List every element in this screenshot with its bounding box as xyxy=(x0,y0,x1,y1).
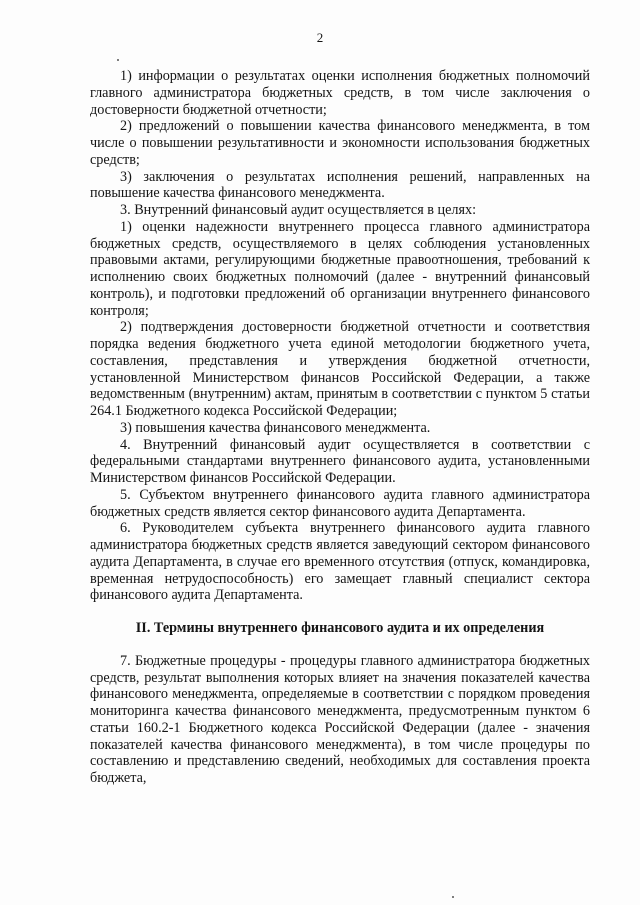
paragraph: 1) оценки надежности внутреннего процесса главного администратора бюджетных средств, осуществляемого в целях соблюдения установленных правовыми актами, регулирующими бюджетные правоотношения, требований к исполнению своих бюджетных полномочий (далее - внутренний финансовый контроль), и подготовки предложений об организации внутреннего финансового контроля; xyxy=(90,218,590,319)
paragraph: 2) предложений о повышении качества финансового менеджмента, в том числе о повышении результативности и экономности использования бюджетных средств; xyxy=(90,118,590,168)
section-heading: II. Термины внутреннего финансового аудита и их определения xyxy=(135,620,545,636)
page-number: 2 xyxy=(316,30,324,45)
paragraph: 7. Бюджетные процедуры - процедуры главного администратора бюджетных средств, результат выполнения которых влияет на значения показателей качества финансового менеджмента, определяемые в соответствии с порядком проведения мониторинга качества финансового менеджмента, предусмотренным пунктом 6 статьи 160.2-1 Бюджетного кодекса Российской Федерации (далее - значения показателей качества финансового менеджмента), в том числе процедуры по составлению и представлению сведений, необходимых для составления проекта бюджета, xyxy=(90,652,590,786)
paragraph: 1) информации о результатах оценки исполнения бюджетных полномочий главного администратора бюджетных средств, в том числе заключения о достоверности бюджетной отчетности; xyxy=(90,68,590,118)
paragraph: 4. Внутренний финансовый аудит осуществляется в соответствии с федеральными стандартами внутреннего финансового аудита, установленными Министерством финансов Российской Федерации. xyxy=(90,436,590,486)
paragraph: 3) повышения качества финансового менеджмента. xyxy=(120,419,431,436)
paragraph: 2) подтверждения достоверности бюджетной отчетности и соответствия порядка ведения бюджетного учета единой методологии бюджетного учета, составления, представления и утверждения бюджетной отчетности, установленной Министерством финансов Российской Федерации, а также ведомственным (внутренним) актам, принятым в соответствии с пунктом 5 статьи 264.1 Бюджетного кодекса Российской Федерации; xyxy=(90,319,590,419)
paragraph: 3) заключения о результатах исполнения решений, направленных на повышение качества финансового менеджмента. xyxy=(90,168,590,202)
paragraph: 3. Внутренний финансовый аудит осуществляется в целях: xyxy=(120,202,477,218)
paragraph: 6. Руководителем субъекта внутреннего финансового аудита главного администратора бюджетных средств является заведующий сектором финансового аудита Департамента, в случае его временного отсутствия (отпуск, командировка, временная нетрудоспособность) его замещает главный специалист сектора финансового аудита Департамента. xyxy=(90,520,590,604)
scan-speck xyxy=(452,896,454,898)
scan-speck xyxy=(117,59,119,61)
document-body xyxy=(90,68,590,787)
paragraph: 5. Субъектом внутреннего финансового аудита главного администратора бюджетных средств является сектор финансового аудита Департамента. xyxy=(90,486,590,520)
